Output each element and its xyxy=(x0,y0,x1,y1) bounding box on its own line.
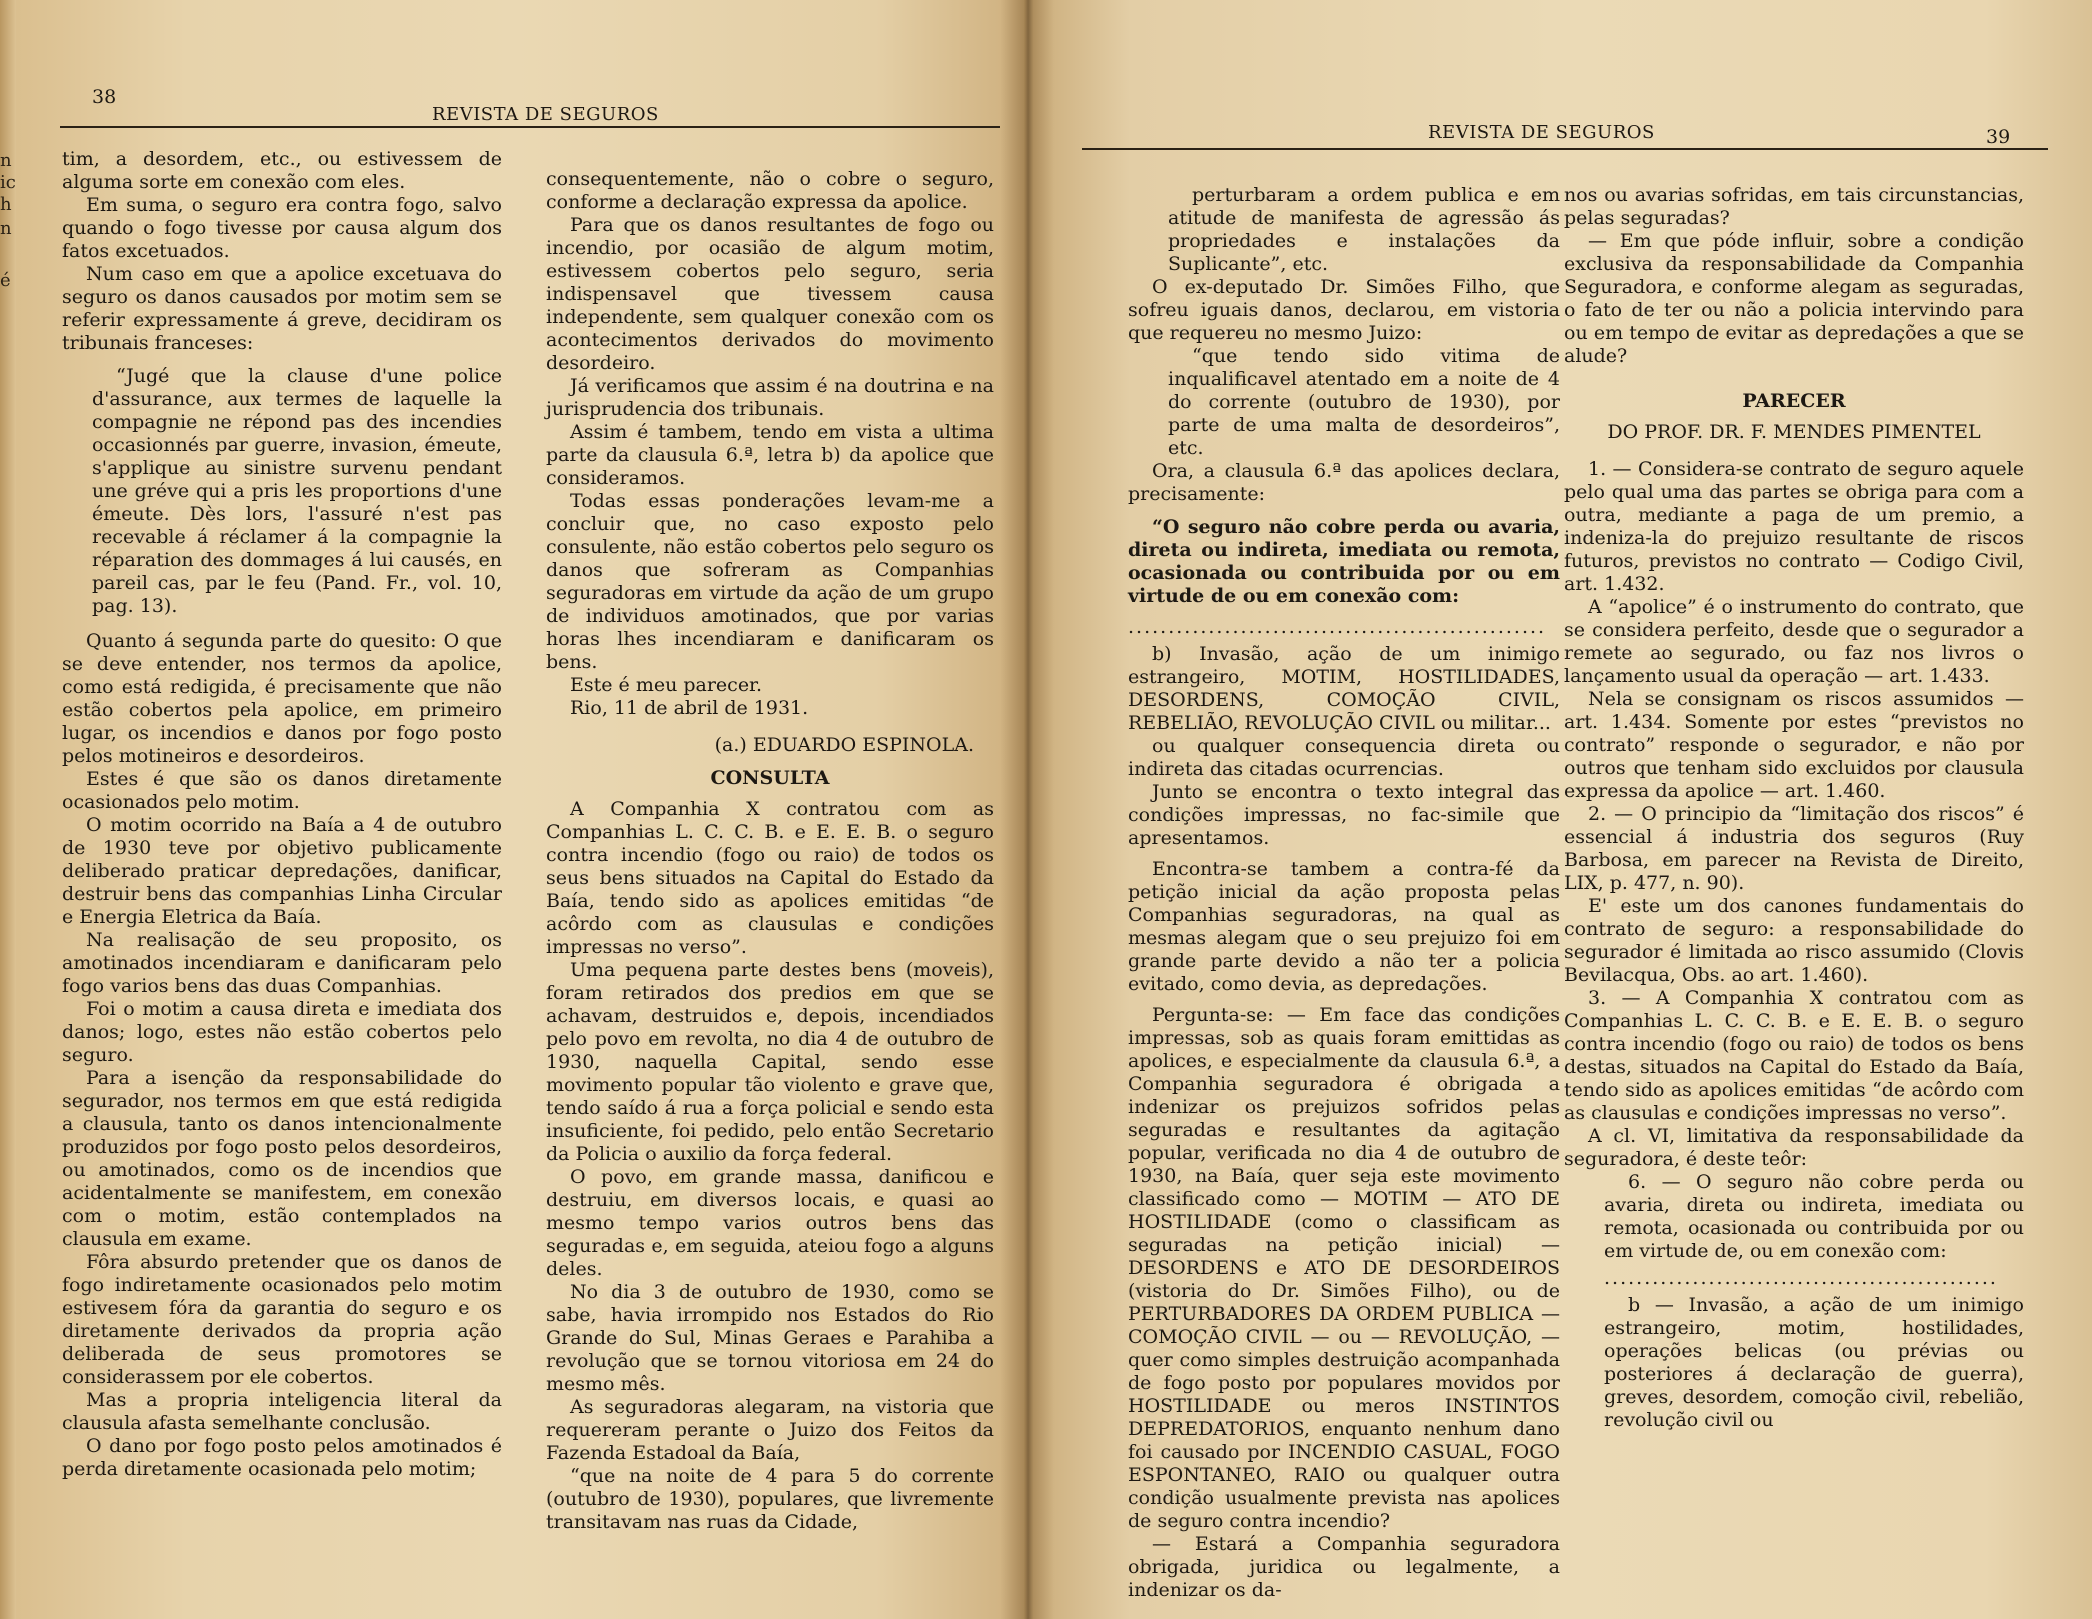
running-head: REVISTA DE SEGUROS xyxy=(1428,122,1655,143)
paragraph: Em suma, o seguro era contra fogo, salvo quando o fogo tivesse por causa algum dos fatos excetuados. xyxy=(62,194,502,262)
clause-item: b — Invasão, a ação de um inimigo estrangeiro, motim, hostilidades, operações belicas (ou prévias ou posteriores á declaração de guerra), greves, desordem, comoção civil, rebelião, revolução civil ou xyxy=(1604,1294,2024,1431)
page-number: 39 xyxy=(1986,126,2011,148)
paragraph: Estes é que são os danos diretamente ocasionados pelo motim. xyxy=(62,768,502,813)
paragraph: Todas essas ponderações levam-me a concluir que, no caso exposto pelo consulente, não estão cobertos pelo seguro os danos que sofreram as Companhias seguradoras em virtude da ação de um grupo de individuos amotinados, que por varias horas lhes incendiaram e danificaram os bens. xyxy=(546,490,994,673)
header-rule xyxy=(60,126,1000,128)
edge-fragment: ic xyxy=(0,172,16,193)
paragraph: A Companhia X contratou com as Companhias L. C. C. B. e E. E. B. o seguro contra incendio (fogo ou raio) de todos os seus bens situados na Capital do Estado da Baía, tendo sido as apolices emitidas “de acôrdo com as clausulas e condições impressas no verso”. xyxy=(546,798,994,958)
paragraph: O motim ocorrido na Baía a 4 de outubro de 1930 teve por objetivo publicamente deliberado praticar depredações, danificar, destruir bens das companhias Linha Circular e Energia Eletrica da Baía. xyxy=(62,814,502,928)
signature: (a.) EDUARDO ESPINOLA. xyxy=(714,734,974,756)
paragraph: consequentemente, não o cobre o seguro, conforme a declaração expressa da apolice. xyxy=(546,168,994,213)
french-quote: “Jugé que la clause d'une police d'assurance, aux termes de laquelle la compagnie ne répond pas des incendies occasionnés par guerre, invasion, émeute, s'applique au sinistre survenu pendant une gréve qui a pris les proportions d'une émeute. Dès lors, l'assuré n'est pas recevable á réclamer á la compagnie la réparation des dommages á lui causés, en pareil cas, par le feu (Pand. Fr., vol. 10, pag. 13). xyxy=(92,365,502,617)
section-heading: CONSULTA xyxy=(710,767,830,789)
paragraph: Mas a propria inteligencia literal da clausula afasta semelhante conclusão. xyxy=(62,1389,502,1434)
paragraph: Foi o motim a causa direta e imediata dos danos; logo, estes não estão cobertos pelo seguro. xyxy=(62,998,502,1066)
paragraph: O dano por fogo posto pelos amotinados é perda diretamente ocasionada pelo motim; xyxy=(62,1435,502,1480)
previous-page-edge xyxy=(0,0,16,1619)
paragraph: A “apolice” é o instrumento do contrato, que se considera perfeito, desde que o segurador a remete ao segurado, ou faz nos livros o lançamento usual da operação — art. 1.433. xyxy=(1564,596,2024,687)
paragraph: Num caso em que a apolice excetuava do seguro os danos causados por motim sem se referir expressamente á greve, decidiram os tribunais franceses: xyxy=(62,263,502,354)
paragraph: Na realisação de seu proposito, os amotinados incendiaram e danificaram pelo fogo varios bens das duas Companhias. xyxy=(62,929,502,997)
left-column-2 xyxy=(546,168,994,1534)
edge-fragment: n xyxy=(0,150,12,171)
paragraph: E' este um dos canones fundamentais do contrato de seguro: a responsabilidade do segurador é limitada ao risco assumido (Clovis Bevilacqua, Obs. ao art. 1.460). xyxy=(1564,895,2024,986)
paragraph: Para que os danos resultantes de fogo ou incendio, por ocasião de algum motim, estivessem cobertos pelo seguro, seria indispensavel que tivessem causa independente, sem qualquer conexão com os acontecimentos derivados do movimento desordeiro. xyxy=(546,214,994,374)
edge-fragment: h xyxy=(0,194,12,215)
paragraph: perturbaram a ordem publica e em atitude de manifesta de agressão ás propriedades e instalações da Suplicante”, etc. xyxy=(1168,184,1560,275)
left-column-1 xyxy=(62,148,502,1481)
paragraph: Quanto á segunda parte do quesito: O que se deve entender, nos termos da apolice, como está redigida, é precisamente que não estão cobertos pela apolice, em primeiro lugar, os incendios e danos por fogo posto pelos motineiros e desordeiros. xyxy=(62,630,502,767)
edge-fragment: n xyxy=(0,218,12,239)
paragraph: — Estará a Companhia seguradora obrigada, juridica ou legalmente, a indenizar os da- xyxy=(1128,1533,1560,1601)
quoted-statement: “que tendo sido vitima de inqualificavel atentado em a noite de 4 do corrente (outubro de 1930), por parte de uma malta de desordeiros”, etc. xyxy=(1168,345,1560,459)
clause-item: ou qualquer consequencia direta ou indireta das citadas ocurrencias. xyxy=(1128,735,1560,780)
paragraph: “que na noite de 4 para 5 do corrente (outubro de 1930), populares, que livremente transitavam nas ruas da Cidade, xyxy=(546,1465,994,1533)
paragraph: Ora, a clausula 6.ª das apolices declara, precisamente: xyxy=(1128,460,1560,505)
paragraph: Já verificamos que assim é na doutrina e na jurisprudencia dos tribunais. xyxy=(546,375,994,420)
paragraph: 2. — O principio da “limitação dos riscos” é essencial á industria dos seguros (Ruy Barbosa, em parecer na Revista de Direito, LIX, p. 477, n. 90). xyxy=(1564,803,2024,894)
paragraph: Encontra-se tambem a contra-fé da petição inicial da ação proposta pelas Companhias seguradoras, na qual as mesmas alegam que o seu prejuizo foi em grande parte devido a não ter a policia evitado, como devia, as depredações. xyxy=(1128,858,1560,995)
ellipsis-line: .................................................... xyxy=(1128,616,1547,638)
right-page xyxy=(1024,0,2092,1619)
paragraph: tim, a desordem, etc., ou estivessem de alguma sorte em conexão com eles. xyxy=(62,148,502,193)
section-subheading: DO PROF. DR. F. MENDES PIMENTEL xyxy=(1607,421,1981,443)
paragraph: nos ou avarias sofridas, em tais circunstancias, pelas seguradas? xyxy=(1564,184,2024,229)
edge-fragment: é xyxy=(0,270,11,291)
header-rule xyxy=(1082,148,2048,150)
paragraph: Assim é tambem, tendo em vista a ultima parte da clausula 6.ª, letra b) da apolice que consideramos. xyxy=(546,421,994,489)
paragraph: A cl. VI, limitativa da responsabilidade da seguradora, é deste teôr: xyxy=(1564,1125,2024,1170)
paragraph: 1. — Considera-se contrato de seguro aquele pelo qual uma das partes se obriga para com a outra, mediante a paga de um premio, a indeniza-la do prejuizo resultante de riscos futuros, previstos no contrato — Codigo Civil, art. 1.432. xyxy=(1564,458,2024,595)
clause-quote: 6. — O seguro não cobre perda ou avaria, direta ou indireta, imediata ou remota, ocasionada ou contribuida por ou em virtude de, ou em conexão com: xyxy=(1604,1171,2024,1262)
paragraph: Fôra absurdo pretender que os danos de fogo indiretamente ocasionados pelo motim estivesem fóra da garantia do seguro e os diretamente derivados da propria ação deliberada de seus promotores se considerassem por ele cobertos. xyxy=(62,1251,502,1388)
paragraph: O povo, em grande massa, danificou e destruiu, em diversos locais, e quasi ao mesmo tempo varios outros bens das seguradas e, em seguida, ateiou fogo a alguns deles. xyxy=(546,1166,994,1280)
section-heading: PARECER xyxy=(1742,390,1846,412)
paragraph: Pergunta-se: — Em face das condições impressas, sob as quais foram emittidas as apolices, e especialmente da clausula 6.ª, a Companhia seguradora é obrigada a indenizar os prejuizos sofridos pelas seguradas e resultantes da agitação popular, verificada no dia 4 de outubro de 1930, na Baía, quer seja este movimento classificado como — MOTIM — ATO DE HOSTILIDADE (como o classificam as seguradas na petição inicial) — DESORDENS e ATO DE DESORDEIROS (vistoria do Dr. Simões Filho), ou de PERTURBADORES DA ORDEM PUBLICA — COMOÇÃO CIVIL — ou — REVOLUÇÃO, — quer como simples destruição acompanhada de fogo posto por populares movidos por HOSTILIDADE ou meros INSTINTOS DEPREDATORIOS, enquanto nenhum dano foi causado por INCENDIO CASUAL, FOGO ESPONTANEO, RAIO ou qualquer outra condição usualmente prevista nas apolices de seguro contra incendio? xyxy=(1128,1004,1560,1532)
paragraph: Junto se encontra o texto integral das condições impressas, no fac-simile que apresentamos. xyxy=(1128,781,1560,849)
paragraph: — Em que póde influir, sobre a condição exclusiva da responsabilidade da Companhia Seguradora, e conforme alegam as seguradas, o fato de ter ou não a policia intervindo para ou em tempo de evitar as depredações a que se alude? xyxy=(1564,230,2024,367)
book-gutter xyxy=(1000,0,1054,1619)
paragraph: Para a isenção da responsabilidade do segurador, nos termos em que está redigida a clausula, tanto os danos intencionalmente produzidos por fogo posto pelos desordeiros, ou amotinados, como os de incendios que acidentalmente se manifestem, em conexão com o motim, estão contemplados na clausula em exame. xyxy=(62,1067,502,1250)
ellipsis-line: ................................................. xyxy=(1604,1267,1998,1289)
paragraph: 3. — A Companhia X contratou com as Companhias L. C. C. B. e E. E. B. o seguro contra incendio (fogo ou raio) de todos os bens destas, situados na Capital do Estado da Baía, tendo sido as apolices emitidas “de acôrdo com as clausulas e condições impressas no verso”. xyxy=(1564,987,2024,1124)
running-head: REVISTA DE SEGUROS xyxy=(432,104,659,125)
paragraph: Nela se consignam os riscos assumidos — art. 1.434. Somente por estes “previstos no contrato” responde o segurador, e não por outros que tenham sido excluidos por clausula expressa da apolice — art. 1.460. xyxy=(1564,688,2024,802)
paragraph: No dia 3 de outubro de 1930, como se sabe, havia irrompido nos Estados do Rio Grande do Sul, Minas Geraes e Parahiba a revolução que se tornou vitoriosa em 24 do mesmo mês. xyxy=(546,1281,994,1395)
page-number: 38 xyxy=(92,86,117,108)
clause-item: b) Invasão, ação de um inimigo estrangeiro, MOTIM, HOSTILIDADES, DESORDENS, COMOÇÃO CIVIL, REBELIÃO, REVOLUÇÃO CIVIL ou militar... xyxy=(1128,643,1560,734)
left-page xyxy=(0,0,1030,1619)
right-column-1 xyxy=(1128,184,1560,1602)
paragraph: Uma pequena parte destes bens (moveis), foram retirados dos predios em que se achavam, destruidos e, depois, incendiados pelo povo em revolta, no dia 4 de outubro de 1930, naquella Capital, sendo esse movimento popular tão violento e grave que, tendo saído á rua a força policial e sendo esta insuficiente, foi pedido, pelo então Secretario da Policia o auxilio da força federal. xyxy=(546,959,994,1165)
clause-quote: “O seguro não cobre perda ou avaria, direta ou indireta, imediata ou remota, ocasionada ou contribuida por ou em virtude de ou em conexão com: xyxy=(1128,516,1560,607)
paragraph: Este é meu parecer. xyxy=(570,674,763,696)
right-column-2 xyxy=(1564,184,2024,1432)
paragraph: O ex-deputado Dr. Simões Filho, que sofreu iguais danos, declarou, em vistoria que requereu no mesmo Juizo: xyxy=(1128,276,1560,344)
paragraph: Rio, 11 de abril de 1931. xyxy=(570,697,809,719)
paragraph: As seguradoras alegaram, na vistoria que requereram perante o Juizo dos Feitos da Fazenda Estadoal da Baía, xyxy=(546,1396,994,1464)
